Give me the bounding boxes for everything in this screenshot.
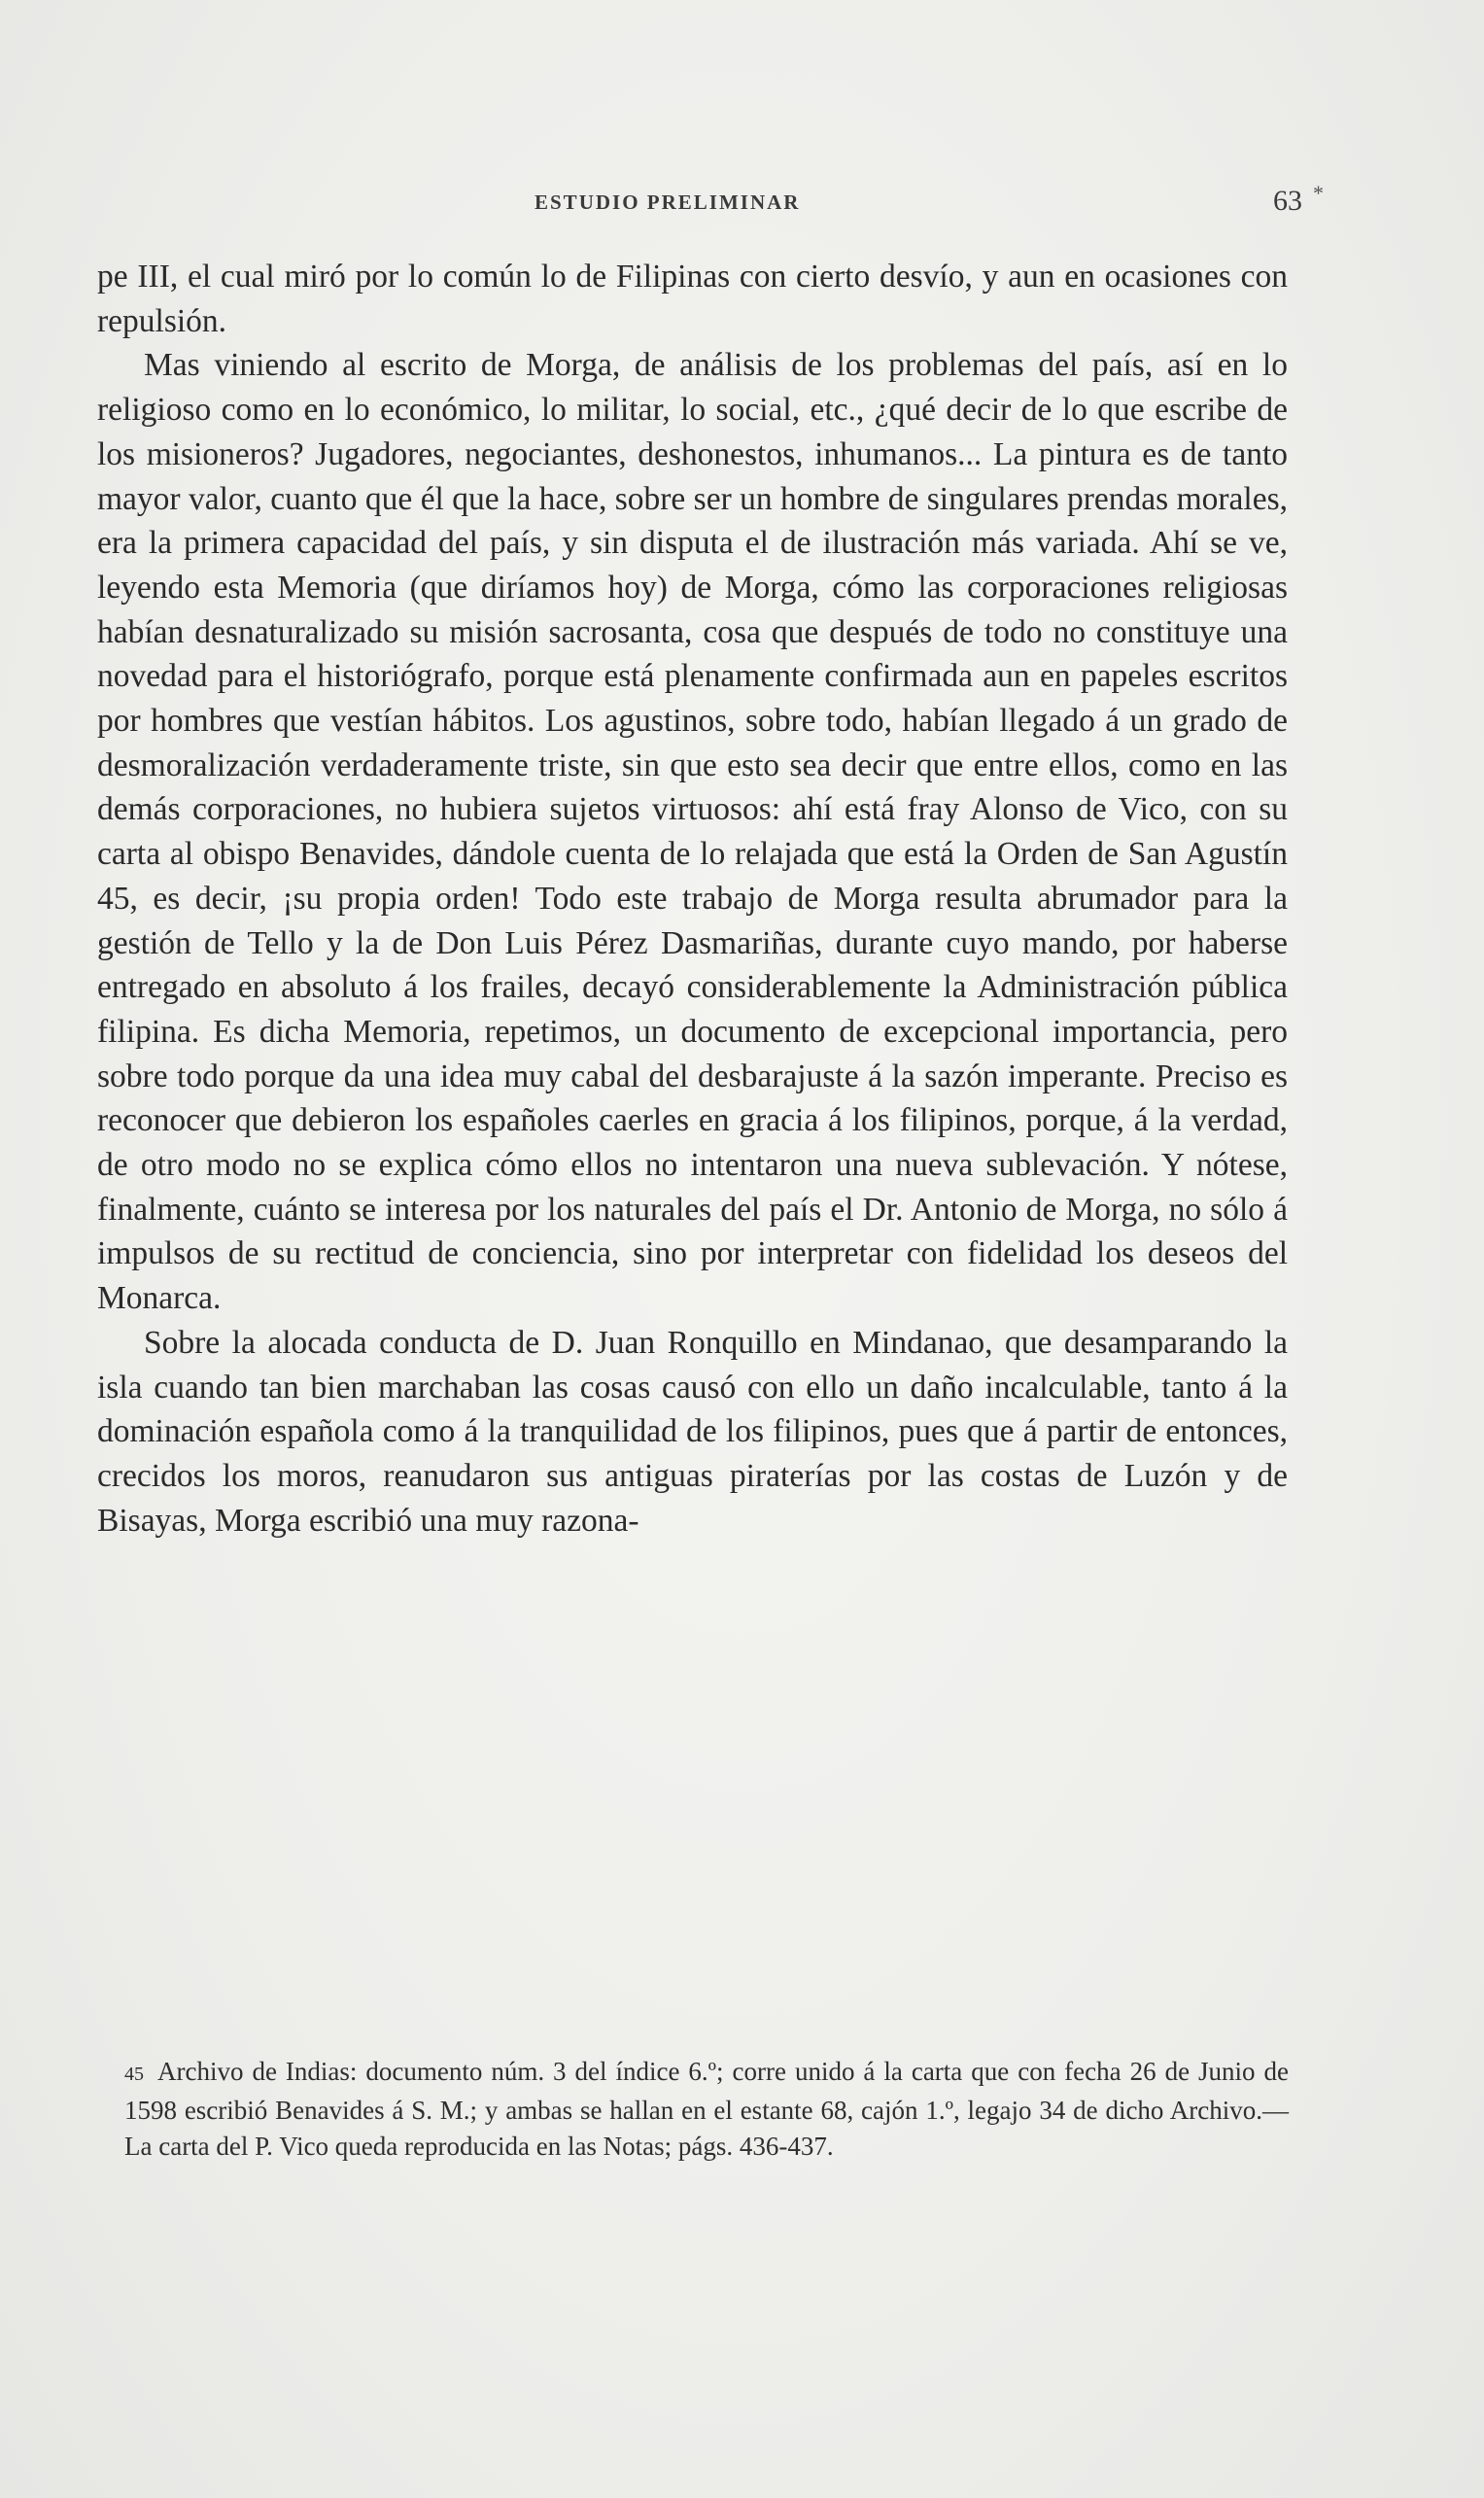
footnote [124,2054,1289,2165]
page-header [97,181,1324,229]
paragraph-2: Mas viniendo al escrito de Morga, de análisis de los problemas del país, así en lo religioso como en lo económico, lo militar, lo social, etc., ¿qué decir de lo que escribe de los misioneros? Jugadores, negociantes, deshonestos, inhumanos... La pintura es de tanto mayor valor, cuanto que él que la hace, sobre ser un hombre de singulares prendas morales, era la primera capacidad del país, y sin disputa el de ilustración más variada. Ahí se ve, leyendo esta Memoria (que diríamos hoy) de Morga, cómo las corporaciones religiosas habían desnaturalizado su misión sacrosanta, cosa que después de todo no constituye una novedad para el historiógrafo, porque está plenamente confirmada aun en papeles escritos por hombres que vestían hábitos. Los agustinos, sobre todo, habían llegado á un grado de desmoralización verdaderamente triste, sin que esto sea decir que entre ellos, como en las demás corporaciones, no hubiera sujetos virtuosos: ahí está fray Alonso de Vico, con su carta al obispo Benavides, dándole cuenta de lo relajada que está la Orden de San Agustín 45, es decir, ¡su propia orden! Todo este trabajo de Morga resulta abrumador para la gestión de Tello y la de Don Luis Pérez Dasmariñas, durante cuyo mando, por haberse entregado en absoluto á los frailes, decayó considerablemente la Administración pública filipina. Es dicha Memoria, repetimos, un documento de excepcional importancia, pero sobre todo porque da una idea muy cabal del desbarajuste á la sazón imperante. Preciso es reconocer que debieron los españoles caerles en gracia á los filipinos, porque, á la verdad, de otro modo no se explica cómo ellos no intentaron una nueva sublevación. Y nótese, finalmente, cuánto se interesa por los naturales del país el Dr. Antonio de Morga, no sólo á impulsos de su rectitud de conciencia, sino por interpretar con fidelidad los deseos del Monarca. [97,347,1288,1317]
paragraph-3: Sobre la alocada conducta de D. Juan Ronquillo en Mindanao, que desamparando la isla cuando tan bien marchaban las cosas causó con ello un daño incalculable, tanto á la dominación española como á la tranquilidad de los filipinos, pues que á partir de entonces, crecidos los moros, reanudaron sus antiguas piraterías por las costas de Luzón y de Bisayas, Morga escribió una muy razona- [97,1324,1288,1539]
body-text [97,255,1288,1543]
running-head: ESTUDIO PRELIMINAR [535,191,801,214]
page-mark: * [1313,181,1324,205]
page-number: 63 [1273,185,1302,217]
footnote-number: 45 [124,2064,144,2085]
footnote-text: Archivo de Indias: documento núm. 3 del índice 6.º; corre unido á la carta que con fecha 26 de Junio de 1598 escribió Benavides á S. M.; y ambas se hallan en el estante 68, cajón 1.º, legajo 34 de dicho Archivo.—La carta del P. Vico queda reproducida en las Notas; págs. 436-437. [124,2057,1289,2161]
paragraph-1: pe III, el cual miró por lo común lo de Filipinas con cierto desvío, y aun en ocasiones con repulsión. [97,259,1288,339]
